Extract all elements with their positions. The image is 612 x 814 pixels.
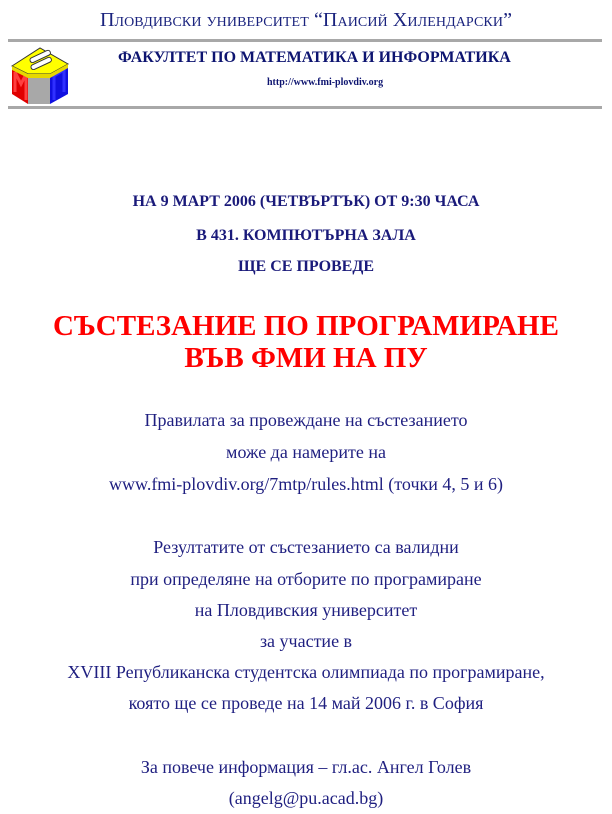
results-line-4: за участие в [259,631,353,651]
university-name-text: Пловдивски университет “Паисий Хилендарски” [99,9,513,31]
contact-line: За повече информация – гл.ас. Ангел Голев [140,757,472,777]
announcement-will-be-held: ЩЕ СЕ ПРОВЕДЕ [237,258,375,275]
results-line-3: на Пловдивския университет [194,600,418,620]
announcement-date: НА 9 МАРТ 2006 (ЧЕТВЪРТЪК) ОТ 9:30 ЧАСА [132,193,480,210]
fmi-cube-logo-icon [10,44,72,106]
faculty-url[interactable]: http://www.fmi-plovdiv.org [267,77,384,88]
results-line-2: при определяне на отборите по програмиране [130,569,482,589]
header-bottom-rule [8,106,602,109]
rules-line-2: може да намерите на [226,442,386,462]
faculty-name: ФАКУЛТЕТ ПО МАТЕМАТИКА И ИНФОРМАТИКА [118,49,511,66]
header-top-rule [8,39,602,42]
event-title-line-1: СЪСТЕЗАНИЕ ПО ПРОГРАМИРАНЕ [53,310,559,342]
contact-email[interactable]: (angelg@pu.acad.bg) [228,788,384,808]
rules-line-1: Правилата за провеждане на състезанието [144,410,468,430]
event-title-line-2: ВЪВ ФМИ НА ПУ [184,342,428,374]
university-name [0,9,612,32]
results-line-1: Резултатите от състезанието са валидни [153,537,459,557]
announcement-room: В 431. КОМПЮТЪРНА ЗАЛА [196,227,416,244]
results-line-6: която ще се проведе на 14 май 2006 г. в София [128,693,484,713]
results-line-5: XVIII Републиканска студентска олимпиада по програмиране, [67,662,545,682]
rules-link[interactable]: www.fmi-plovdiv.org/7mtp/rules.html (точки 4, 5 и 6) [108,474,504,494]
